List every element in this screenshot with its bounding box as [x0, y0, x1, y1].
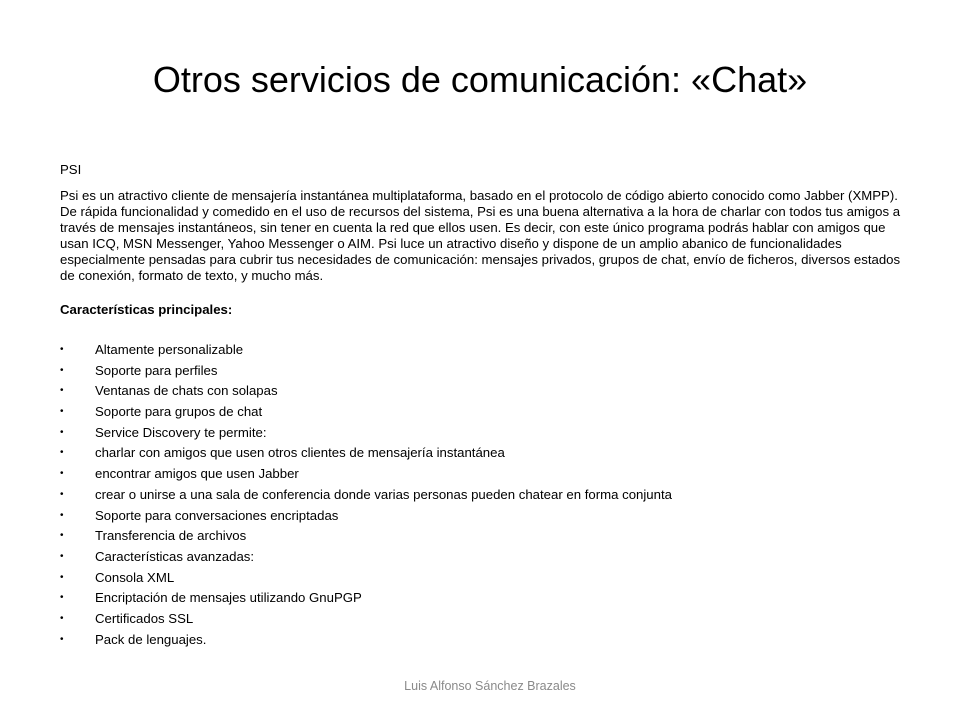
list-item-text: Pack de lenguajes.: [95, 631, 207, 647]
bullet-icon: •: [60, 344, 64, 355]
list-item-text: charlar con amigos que usen otros clientes de mensajería instantánea: [95, 445, 505, 461]
bullet-icon: •: [60, 612, 64, 624]
bullet-icon: •: [60, 364, 64, 376]
features-list: [60, 340, 920, 650]
list-item: [60, 402, 920, 423]
list-item-text: crear o unirse a una sala de conferencia donde varias personas pueden chatear en forma conjunta: [95, 486, 672, 502]
list-item: [60, 340, 920, 361]
list-item-text: Encriptación de mensajes utilizando GnuPGP: [95, 590, 362, 606]
bullet-icon: •: [60, 468, 64, 480]
list-item: [60, 423, 920, 444]
bullet-icon: •: [60, 509, 64, 521]
list-item-text: encontrar amigos que usen Jabber: [95, 466, 299, 482]
list-item-text: Características avanzadas:: [95, 548, 255, 564]
bullet-icon: •: [60, 385, 64, 397]
bullet-icon: •: [60, 426, 64, 438]
bullet-icon: •: [60, 488, 64, 500]
slide-title: Otros servicios de comunicación: «Chat»: [152, 59, 808, 100]
bullet-icon: •: [60, 406, 64, 418]
list-item-text: Altamente personalizable: [95, 342, 244, 357]
list-item: [60, 568, 920, 589]
list-item: [60, 588, 920, 609]
list-item-text: Service Discovery te permite:: [95, 424, 267, 440]
list-item-text: Ventanas de chats con solapas: [95, 383, 278, 399]
list-item-text: Soporte para grupos de chat: [95, 404, 263, 420]
list-item-text: Soporte para perfiles: [95, 362, 218, 378]
bullet-icon: •: [60, 592, 64, 604]
list-item-text: Consola XML: [95, 569, 175, 585]
list-item: [60, 506, 920, 527]
list-item: [60, 361, 920, 382]
list-item: [60, 381, 920, 402]
slide-body: [60, 162, 920, 650]
list-item: [60, 526, 920, 547]
list-item: [60, 547, 920, 568]
section-label: PSI: [60, 162, 82, 177]
bullet-icon: •: [60, 633, 64, 645]
list-item: [60, 464, 920, 485]
list-item-text: Certificados SSL: [95, 610, 194, 626]
list-item-text: Soporte para conversaciones encriptadas: [95, 507, 339, 523]
bullet-icon: •: [60, 447, 64, 459]
bullet-icon: •: [60, 571, 64, 583]
slide-footer: Luis Alfonso Sánchez Brazales: [404, 679, 576, 693]
list-item-text: Transferencia de archivos: [95, 528, 247, 544]
bullet-icon: •: [60, 550, 64, 562]
description-paragraph: Psi es un atractivo cliente de mensajería instantánea multiplataforma, basado en el protocolo de código abierto conocido como Jabber (XMPP). De rápida funcionalidad y comedido en el uso de recursos del sistema, Psi es una buena alternativa a la hora de charlar con todos tus amigos a través de mensajes instantáneos, sin tener en cuenta la red que ellos usen. Es decir, con este único programa podrás hablar con amigos que usan ICQ, MSN Messenger, Yahoo Messenger o AIM. Psi luce un atractivo diseño y dispone de un amplio abanico de funcionalidades especialmente pensadas para cubrir tus necesidades de comunicación: mensajes privados, grupos de chat, envío de ficheros, diversos estados de conexión, formato de texto, y mucho más.: [60, 188, 901, 283]
list-item: [60, 630, 920, 651]
list-item: [60, 443, 920, 464]
list-item: [60, 609, 920, 630]
list-item: [60, 485, 920, 506]
features-heading: Características principales:: [60, 302, 233, 317]
bullet-icon: •: [60, 530, 64, 542]
